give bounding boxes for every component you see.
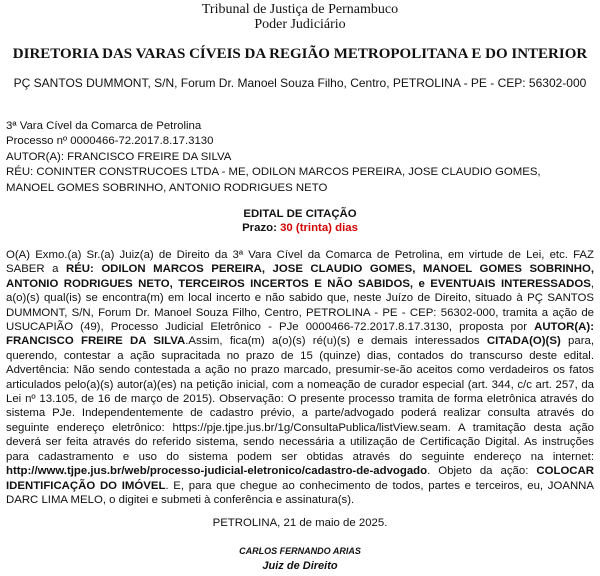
body-text-6: . E, para que chegue ao conhecimento de todos, partes e terceiros, eu, JOANNA DARC LIMA MELO, o digitei e submeti à conferência e assinatura(s).	[6, 479, 594, 506]
process-number: Processo nº 0000466-72.2017.8.17.3130	[6, 135, 214, 148]
prazo-label: Prazo:	[242, 222, 277, 234]
prazo-line	[0, 221, 600, 235]
court-address: PÇ SANTOS DUMMONT, S/N, Forum Dr. Manoel Souza Filho, Centro, PETROLINA - PE - CEP: 56302-000	[13, 76, 587, 90]
signing-date: PETROLINA, 21 de maio de 2025.	[212, 517, 388, 529]
court-division: 3ª Vara Cível da Comarca de Petrolina	[6, 120, 202, 132]
body-text-2: , a(o)(s) qual(is) se encontra(m) em local incerto e não sabido que, neste Juízo de Direito, situado à PÇ SANTOS DUMMONT, S/N, Forum Dr. Manoel Souza Filho, Centro, PETROLINA - PE - CEP: 56302-000, tramita a ação de USUCAPIÃO (49), Processo Judicial Eletrônico - PJe 0000466-72.2017.8.17.3130, proposta por	[6, 277, 594, 334]
court-name: Tribunal de Justiça de Pernambuco	[201, 2, 399, 17]
registration-url: http://www.tjpe.jus.br/web/processo-judicial-eletronico/cadastro-de-advogado	[6, 465, 428, 478]
cited-bold: CITADA(O)(S)	[486, 335, 561, 348]
author-line: AUTOR(A): FRANCISCO FREIRE DA SILVA	[6, 150, 232, 163]
directorate-title: DIRETORIA DAS VARAS CÍVEIS DA REGIÃO METROPOLITANA E DO INTERIOR	[12, 46, 588, 62]
judge-name: CARLOS FERNANDO ARIAS	[239, 546, 361, 556]
property-id-bold: COLOCAR IDENTIFICAÇÃO DO IMÓVEL	[6, 465, 594, 492]
body-text-4: para, querendo, contestar a ação supracitada no prazo de 15 (quinze) dias, contados do transcurso deste edital. Advertência: Não sendo contestada a ação no prazo marcado, presumir-se-ão aceitos como verdadeiros os fatos articulados pelo(a)(s) autor(a)(es) na petição inicial, com a nomeação de curador especial (art. 344, c/c art. 257, da Lei nº 13.105, de 16 de março de 2015). Observação: O presente processo tramita de forma eletrônica através do sistema PJe. Independentemente de cadastro prévio, a parte/advogado poderá realizar consulta através do seguinte endereço eletrônico: https://pje.tjpe.jus.br/1g/ConsultaPublica/listView.seam. A tramitação desta ação deverá ser feita através do referido sistema, sendo necessária a utilização de Certificação Digital. As instruções para cadastramento e uso do sistema podem ser obtidas através do seguinte endereço na internet:	[6, 335, 594, 463]
judiciary-name: Poder Judiciário	[254, 17, 346, 32]
author-bold: AUTOR(A): FRANCISCO FREIRE DA SILVA	[6, 321, 594, 348]
body-text-1: O(A) Exmo.(a) Sr.(a) Juiz(a) de Direito da 3ª Vara Cível da Comarca de Petrolina, em virtude de Lei, etc. FAZ SABER a	[6, 249, 594, 276]
prazo-value: 30 (trinta) dias	[280, 222, 358, 234]
case-info	[6, 119, 586, 196]
edital-title: EDITAL DE CITAÇÃO	[243, 208, 357, 220]
defendants-line: RÉU: CONINTER CONSTRUCOES LTDA - ME, ODILON MARCOS PEREIRA, JOSE CLAUDIO GOMES, MANOEL GOMES SOBRINHO, ANTONIO RODRIGUES NETO	[6, 166, 541, 194]
edital-body	[6, 248, 594, 507]
judge-role: Juiz de Direito	[262, 560, 338, 572]
defendants-bold: RÉU: ODILON MARCOS PEREIRA, JOSE CLAUDIO GOMES, MANOEL GOMES SOBRINHO, ANTONIO RODRIGUES NETO, TERCEIROS INCERTOS E NÃO SABIDOS, e EVENTUAIS INTERESSADOS	[6, 263, 595, 290]
body-text-5: . Objeto da ação:	[427, 465, 537, 478]
body-text-3: .Assim, fica(m) a(o)(s) ré(u)(s) e demais interessados	[185, 335, 487, 348]
